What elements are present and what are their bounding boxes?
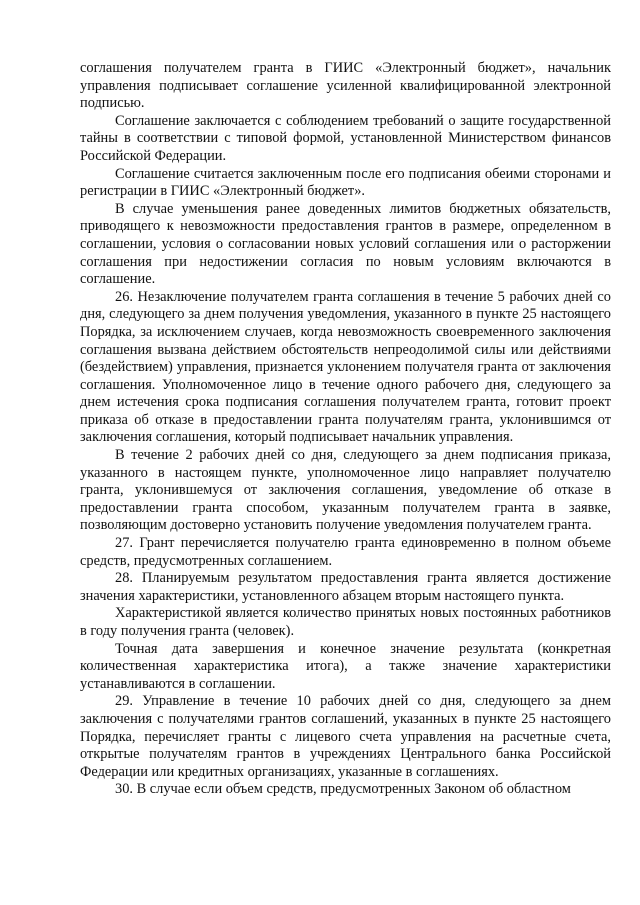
paragraph-refusal-notice: В течение 2 рабочих дней со дня, следующего за днем подписания приказа, указанного в настоящем пункте, уполномоченное лицо направляет получателю гранта, уклонившемуся от заключения соглашения, уведомление об отказе в предоставлении гранта способом, указанным получателем гранта в заявке, позволяющим достоверно установить получение уведомления получателем гранта. [80, 447, 611, 534]
paragraph-signing-continuation: соглашения получателем гранта в ГИИС «Электронный бюджет», начальник управления подписывает соглашение усиленной квалифицированной электронной подписью. [80, 60, 611, 112]
paragraph-result-date: Точная дата завершения и конечное значение результата (конкретная количественная характеристика итога), а также значение характеристики устанавливаются в соглашении. [80, 640, 611, 692]
paragraph-clause-27: 27. Грант перечисляется получателю гранта единовременно в полном объеме средств, предусмотренных соглашением. [80, 535, 611, 569]
paragraph-agreement-concluded: Соглашение считается заключенным после его подписания обеими сторонами и регистрации в ГИИС «Электронный бюджет». [80, 165, 611, 200]
paragraph-clause-26: 26. Незаключение получателем гранта соглашения в течение 5 рабочих дней со дня, следующего за днем получения уведомления, указанного в пункте 25 настоящего Порядка, за исключением случаев, когда невозможность своевременного заключения соглашения вызвана действием обстоятельств непреодолимой силы или действиями (бездействием) управления, признается уклонением получателя гранта от заключения соглашения. Уполномоченное лицо в течение одного рабочего дня, следующего за днем истечения срока подписания соглашения получателем гранта, готовит проект приказа об отказе в предоставлении гранта получателям гранта, уклонившимся от заключения соглашения, который подписывает начальник управления. [80, 288, 611, 446]
paragraph-clause-30: 30. В случае если объем средств, предусмотренных Законом об областном [115, 781, 571, 798]
paragraph-characteristic: Характеристикой является количество принятых новых постоянных работников в году получения гранта (человек). [80, 605, 611, 639]
paragraph-clause-29: 29. Управление в течение 10 рабочих дней со дня, следующего за днем заключения с получателями грантов соглашений, указанных в пункте 25 настоящего Порядка, перечисляет гранты с лицевого счета управления на расчетные счета, открытые получателям грантов в учреждениях Центрального банка Российской Федерации или кредитных организациях, указанные в соглашениях. [80, 693, 611, 780]
paragraph-clause-28: 28. Планируемым результатом предоставления гранта является достижение значения характеристики, установленного абзацем вторым настоящего пункта. [80, 570, 611, 604]
document-page [80, 60, 611, 799]
paragraph-state-secret: Соглашение заключается с соблюдением требований о защите государственной тайны в соответствии с типовой формой, установленной Министерством финансов Российской Федерации. [80, 112, 611, 164]
paragraph-limits-reduction: В случае уменьшения ранее доведенных лимитов бюджетных обязательств, приводящего к невозможности предоставления грантов в размере, определенном в соглашении, условия о согласовании новых условий соглашения или о расторжении соглашения при недостижении согласия по новым условиям включаются в соглашение. [80, 200, 611, 288]
